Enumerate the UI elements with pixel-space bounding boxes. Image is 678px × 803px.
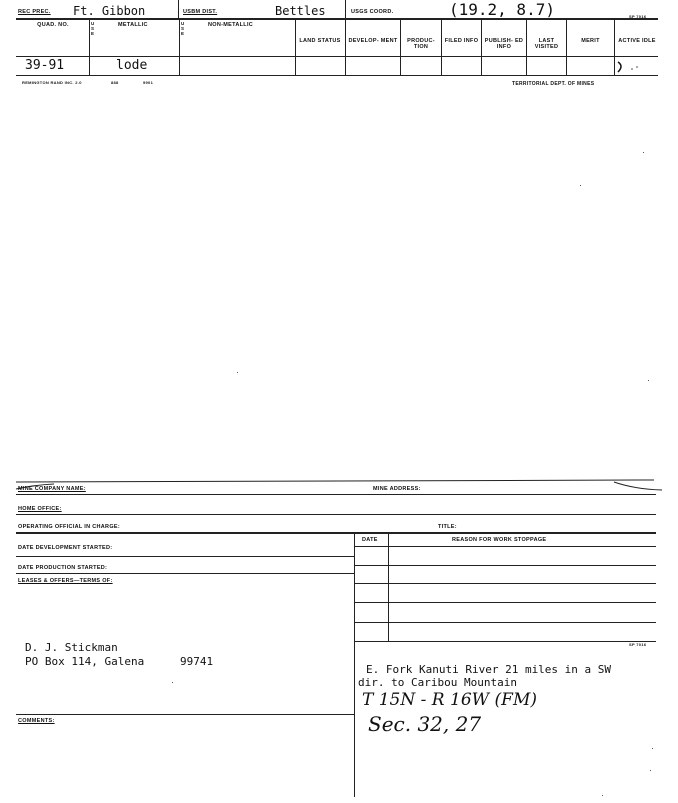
scan-speck: [643, 152, 644, 153]
filed-info-label: FILED INFO: [444, 38, 479, 44]
dept-footer: TERRITORIAL DEPT. OF MINES: [512, 81, 595, 87]
handwritten-township: T 15N - R 16W (FM): [362, 690, 537, 710]
location-line-2: dir. to Caribou Mountain: [358, 676, 517, 689]
date-prod-label: DATE PRODUCTION STARTED:: [18, 565, 108, 571]
location-line-1: E. Fork Kanuti River 21 miles in a SW: [366, 663, 612, 676]
operating-official-label: OPERATING OFFICIAL IN CHARGE:: [18, 524, 120, 530]
col-divider: [295, 18, 296, 75]
development-label: DEVELOP- MENT: [348, 38, 398, 44]
top-form-number: SP 7016: [629, 14, 647, 19]
production-label: PRODUC- TION: [407, 38, 435, 50]
published-info-label: PUBLISH- ED INFO: [484, 38, 524, 50]
scan-speck: [602, 795, 603, 796]
col-divider: [481, 18, 482, 75]
col-divider: [345, 18, 346, 75]
printer-code-1: 888: [111, 80, 119, 85]
land-status-label: LAND STATUS: [299, 38, 341, 44]
merit-label: MERIT: [581, 38, 600, 44]
table-rule: [354, 641, 656, 642]
table-rule: [354, 622, 656, 623]
nonmetallic-label: NON-METALLIC: [208, 22, 254, 28]
owner-address: PO Box 114, Galena: [25, 655, 145, 668]
top-row-rule: [16, 56, 658, 57]
last-visited-label: LAST VISITED: [534, 38, 559, 50]
reason-col-label: REASON FOR WORK STOPPAGE: [452, 537, 547, 543]
home-office-label: HOME OFFICE:: [18, 506, 62, 512]
owner-zip: 99741: [180, 655, 214, 668]
row-rule: [16, 714, 354, 715]
use-code-1: U S E: [91, 21, 95, 36]
table-divider: [354, 532, 355, 797]
owner-name: D. J. Stickman: [25, 641, 118, 654]
table-rule: [354, 565, 656, 566]
serial-value: 39-91: [25, 58, 65, 73]
row-rule: [16, 494, 656, 495]
top-divider: [345, 0, 346, 18]
metallic-value: lode: [116, 58, 148, 73]
col-divider: [89, 18, 90, 75]
active-idle-label: ACTIVE IDLE: [618, 38, 656, 44]
date-dev-label: DATE DEVELOPMENT STARTED:: [18, 545, 113, 551]
scan-speck: [652, 748, 653, 749]
top-divider: [178, 0, 179, 18]
scan-speck: [172, 682, 173, 683]
handwritten-section: Sec. 32, 27: [368, 712, 482, 736]
scan-speck: [237, 372, 238, 373]
rec-prec-label: REC PREC.: [18, 9, 51, 15]
col-divider: [566, 18, 567, 75]
comments-label: COMMENTS:: [18, 718, 55, 724]
top-header-rule: [16, 18, 658, 20]
title-label: TITLE:: [438, 524, 457, 530]
scan-speck: [650, 770, 651, 771]
table-rule: [354, 546, 656, 547]
row-rule: [16, 556, 354, 557]
col-divider: [526, 18, 527, 75]
row-rule: [16, 514, 656, 515]
rec-prec-value: Ft. Gibbon: [73, 4, 146, 18]
table-rule: [354, 583, 656, 584]
bottom-form-number: SP 7016: [629, 642, 647, 647]
top-bottom-rule: [16, 75, 658, 76]
row-rule: [16, 532, 656, 534]
quad-serial-label: QUAD. NO.: [37, 22, 69, 28]
col-divider: [441, 18, 442, 75]
date-col-label: DATE: [362, 537, 378, 543]
scan-speck: [580, 185, 581, 186]
row-rule: [16, 573, 354, 574]
leases-label: LEASES & OFFERS—TERMS OF:: [18, 578, 113, 584]
usbm-dist-label: USBM DIST.: [183, 9, 218, 15]
usgs-coord-value: (19.2, 8.7): [449, 0, 555, 19]
table-divider: [388, 532, 389, 642]
active-idle-mark: [612, 60, 642, 76]
usgs-coord-label: USGS COORD.: [351, 9, 394, 15]
usbm-dist-value: Bettles: [275, 4, 326, 18]
printer-footer: REMINGTON RAND INC. 2.0: [22, 80, 82, 85]
printer-code-2: 9901: [143, 80, 154, 85]
col-divider: [179, 18, 180, 75]
mine-company-label: MINE COMPANY NAME:: [18, 486, 86, 492]
table-rule: [354, 602, 656, 603]
metallic-label: METALLIC: [118, 22, 148, 28]
col-divider: [400, 18, 401, 75]
scan-speck: [648, 380, 649, 381]
mine-address-label: MINE ADDRESS:: [373, 486, 421, 492]
use-code-2: U S E: [181, 21, 185, 36]
